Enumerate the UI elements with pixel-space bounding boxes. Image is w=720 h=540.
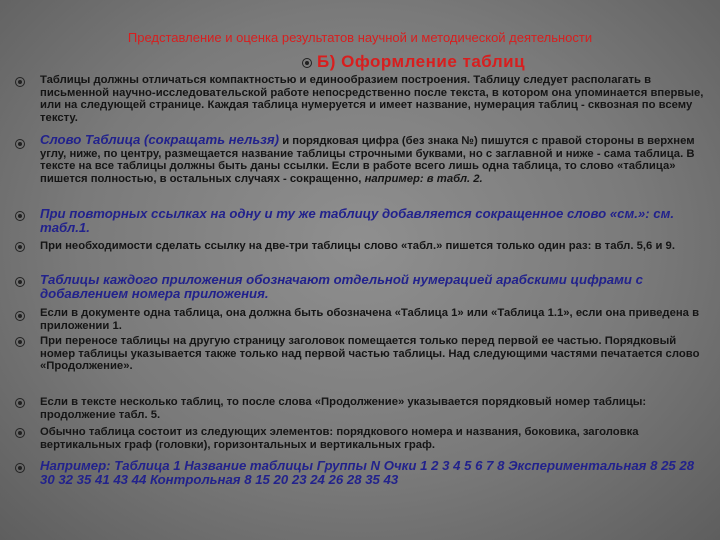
paragraph-2 [40,134,708,185]
paragraph-9: Обычно таблица состоит из следующих элементов: порядкового номера и названия, боковика, заголовка вертикальных граф (головки), горизонтальных и вертикальных граф. [40,426,639,451]
bullet-icon [15,428,25,438]
bullet-icon [15,242,25,252]
paragraph-6: Если в документе одна таблица, она должна быть обозначена «Таблица 1» или «Таблица 1.1», если она приведена в приложении 1. [40,307,700,332]
bullet-icon [15,337,25,347]
bullet-icon [15,139,25,149]
paragraph-1: Таблицы должны отличаться компактностью и единообразием построения. Таблицу следует располагать в письменной научно-исследовательской работе непосредственно после текста, в котором она упоминается впервые, или на следующей странице. Каждая таблица нумеруется и имеет название, нумерация таблиц - сквозная по всему тексту. [40,74,704,124]
bullet-icon [15,463,25,473]
bullet-icon [15,398,25,408]
bullet-icon [15,311,25,321]
bullet-icon [15,277,25,287]
paragraph-4: При необходимости сделать ссылку на две-три таблицы слово «табл.» пишется только один раз: в табл. 5,6 и 9. [40,240,675,252]
bullet-icon [15,77,25,87]
paragraph-2-body: и порядковая цифра (без знака №) пишутся с правой стороны в верхнем углу, ниже, по центру, размещается название таблицы строчными буквами, но с заглавной и ниже - сама таблица. В тексте на все таблицы должны быть даны ссылки. Если в работе всего лишь одна таблица, то слово «таблица» пишется полностью, в остальных случаях - сокращенно, [40,135,695,185]
bullet-icon [302,58,312,68]
bullet-icon [15,211,25,221]
paragraph-5: Таблицы каждого приложения обозначают отдельной нумерацией арабскими цифрами с добавлением номера приложения. [40,272,643,302]
section-title: Б) Оформление таблиц [317,52,526,71]
paragraph-3: При повторных ссылках на одну и ту же таблицу добавляется сокращенное слово «см.»: см. табл.1. [40,206,675,236]
paragraph-2-example: например: в табл. 2. [364,172,483,185]
paragraph-7: При переносе таблицы на другую страницу заголовок помещается только перед первой ее частью. Порядковый номер таблицы указывается также только над первой частью таблицы. Над следующими частями печатается слово «Продолжение». [40,335,700,373]
paragraph-8: Если в тексте несколько таблиц, то после слова «Продолжение» указывается порядковый номер таблицы: продолжение табл. 5. [40,396,647,421]
paragraph-10: Например: Таблица 1 Название таблицы Группы N Очки 1 2 3 4 5 6 7 8 Экспериментальная 8 25 28 30 32 35 41 43 44 Контрольная 8 15 20 23 24 26 28 35 43 [40,458,695,488]
slide-title: Представление и оценка результатов научной и методической деятельности [127,30,593,45]
paragraph-2-lead: Слово Таблица (сокращать нельзя) [40,132,280,147]
